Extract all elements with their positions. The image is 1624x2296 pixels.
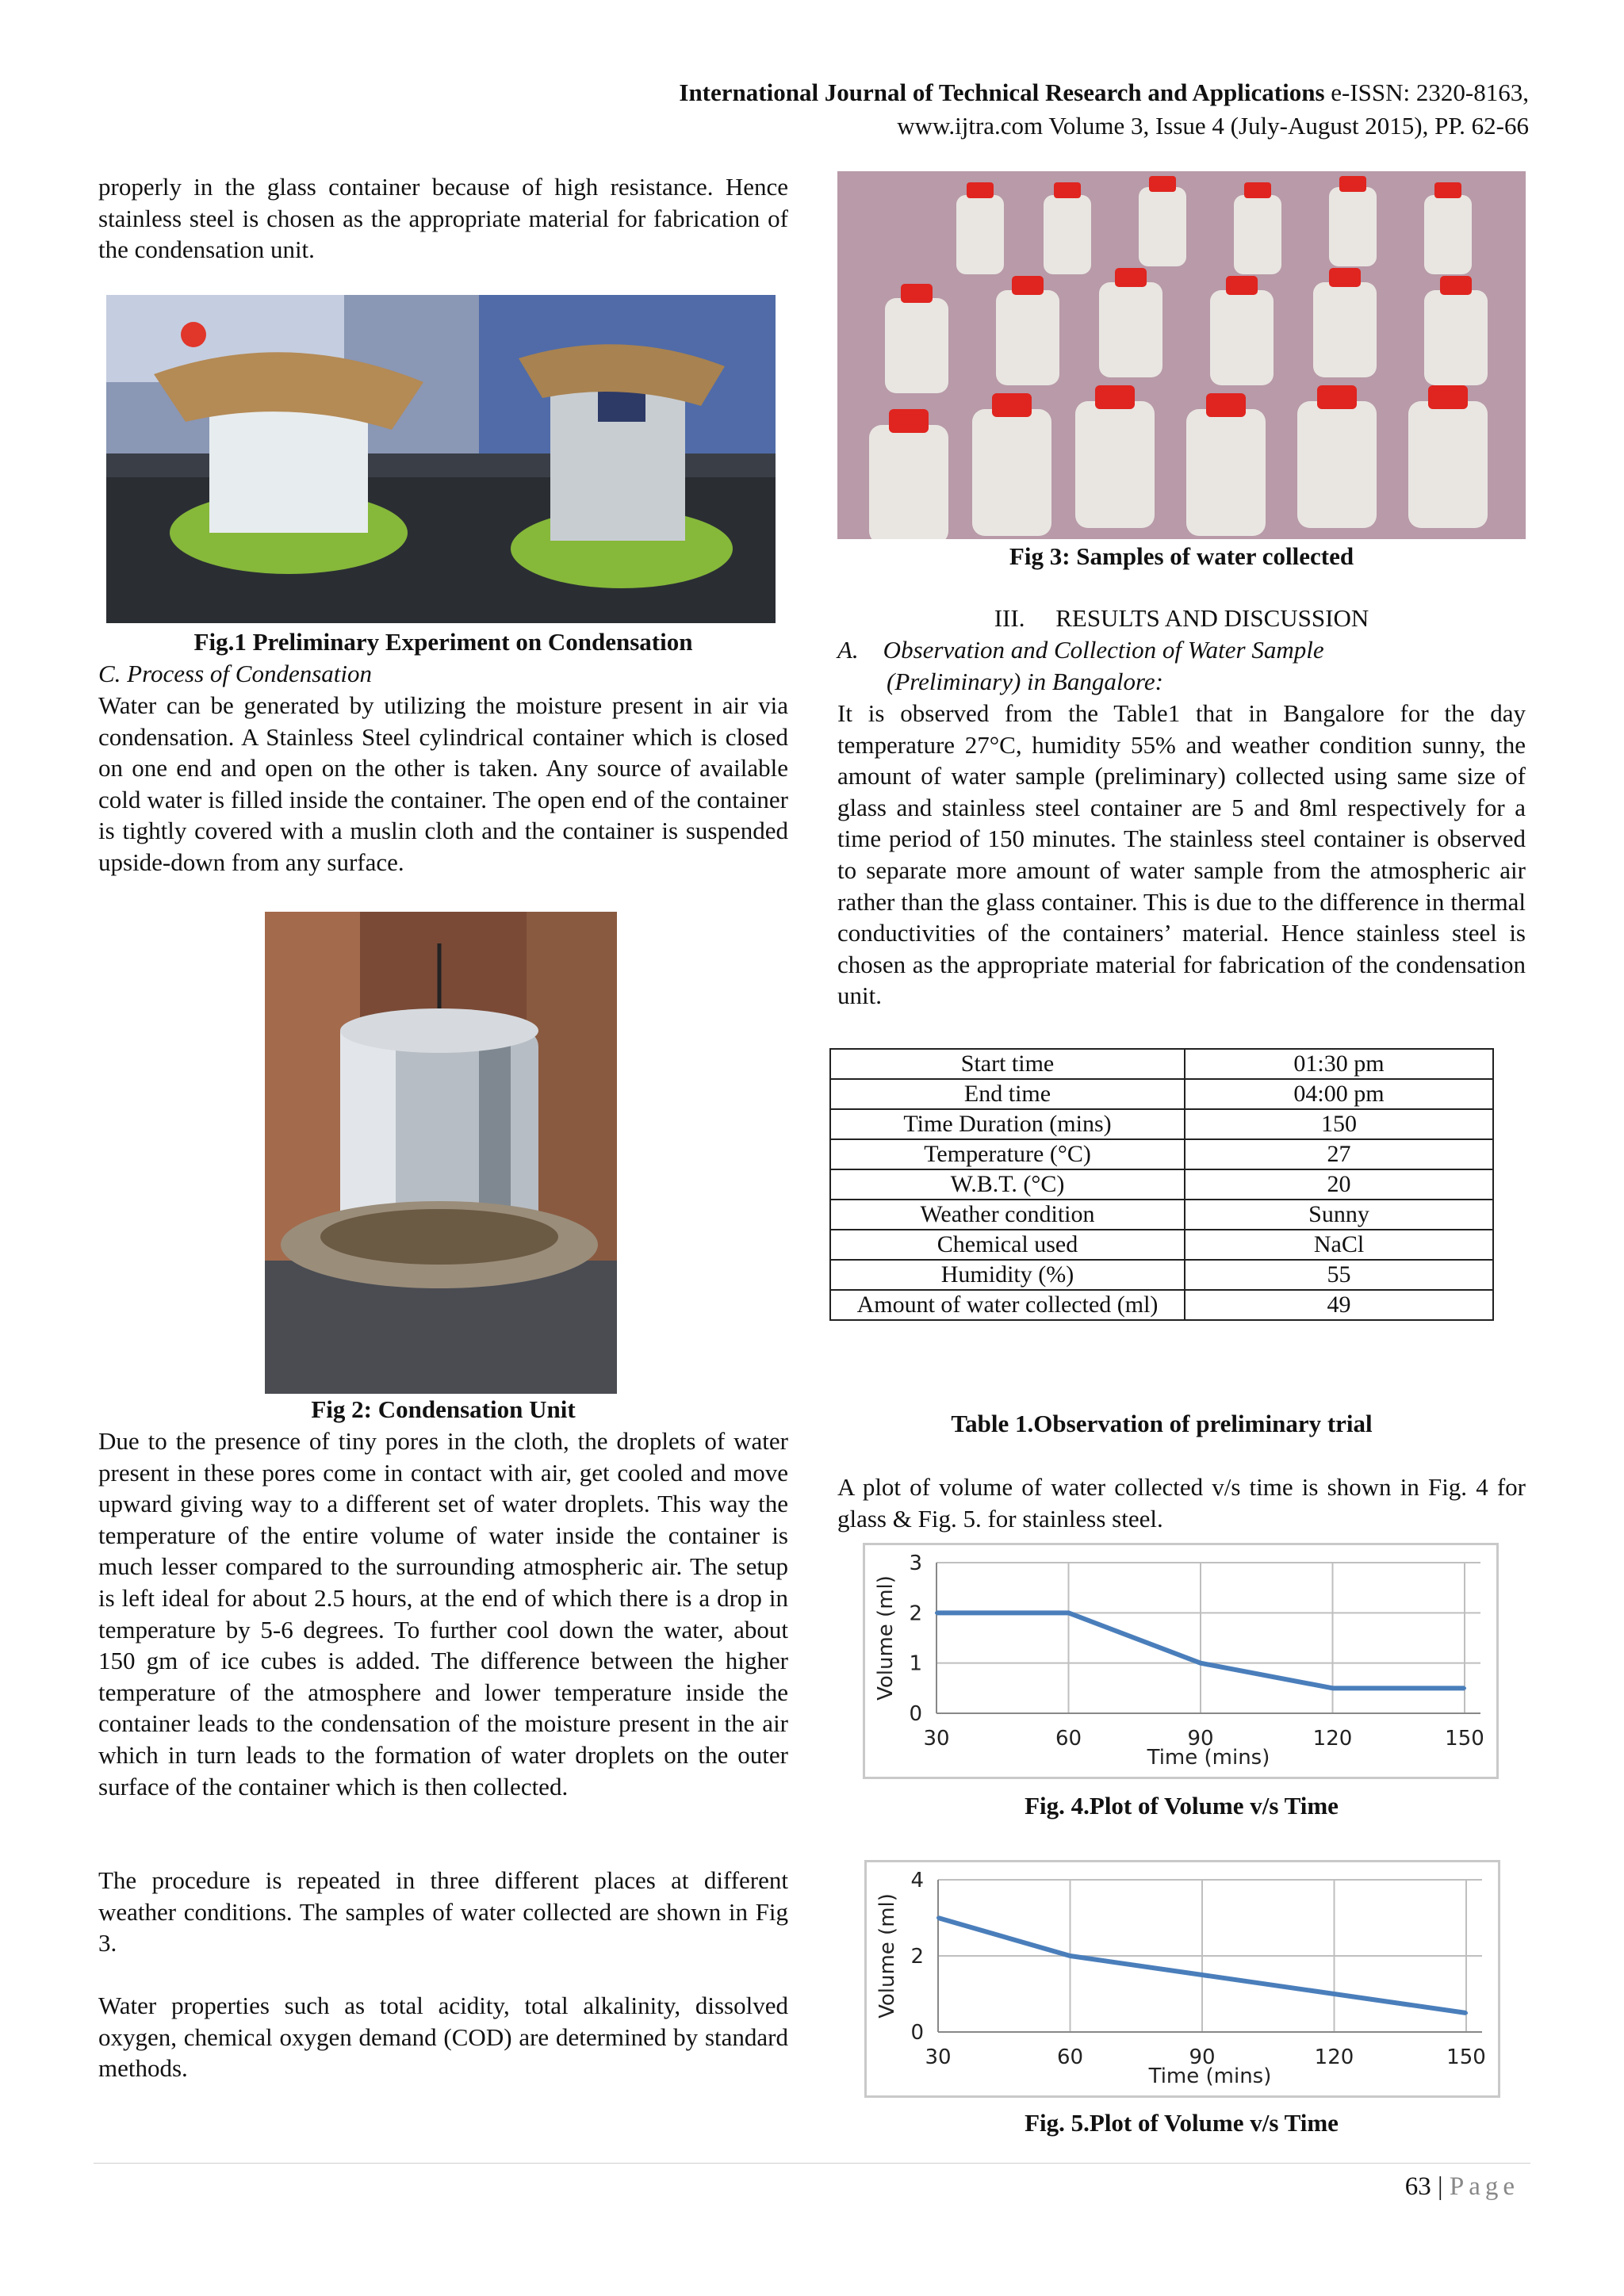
fig4-chart-svg [865, 1545, 1496, 1777]
pores-paragraph: Due to the presence of tiny pores in the cloth, the droplets of water present in these pores come in contact with air, get cooled and move upward giving way to a different set of water droplets. This way the temperature of the entire volume of water inside the container is much lesser compared to the surrounding atmospheric air. The setup is left ideal for about 2.5 hours, at the end of which there is a drop in temperature by 5-6 degrees. To further cool down the water, about 150 gm of ice cubes is added. The difference between the higher temperature of the atmosphere and lower temperature inside the container leads to the condensation of the moisture present in the air which in turn leads to the formation of water droplets on the outer surface of the container which is then collected. [98, 1427, 788, 1800]
x-tick-label: 30 [925, 2045, 952, 2069]
table-cell-value: 150 [1185, 1109, 1493, 1139]
fig4-chart [863, 1543, 1499, 1779]
table-cell-label: Humidity (%) [830, 1260, 1185, 1290]
y-tick-label: 2 [909, 1601, 922, 1626]
y-tick-label: 3 [909, 1552, 922, 1575]
x-tick-label: 120 [1312, 1727, 1353, 1751]
x-tick-label: 60 [1055, 1727, 1082, 1751]
table-cell-label: Amount of water collected (ml) [830, 1290, 1185, 1320]
condensation-experiment-image [106, 295, 776, 623]
fig3-caption: Fig 3: Samples of water collected [1009, 542, 1354, 570]
table-cell-label: Weather condition [830, 1200, 1185, 1230]
x-tick-label: 30 [923, 1727, 950, 1751]
table-row [830, 1290, 1493, 1320]
water-samples-image [837, 171, 1526, 539]
observation-paragraph: It is observed from the Table1 that in Bangalore for the day temperature 27°C, humidity 55% and weather condition sunny, the amount of water sample (preliminary) collected using same size of glass and stainless steel container are 5 and 8ml respectively for a time period of 150 minutes. The stainless steel container is observed to separate more amount of water sample from the atmospheric air rather than the glass container. This is due to the difference in thermal conductivities of the containers’ material. Hence stainless steel is chosen as the appropriate material for fabrication of the condensation unit. [837, 699, 1526, 1010]
plot-paragraph: A plot of volume of water collected v/s time is shown in Fig. 4 for glass & Fig. 5. for stainless steel. [837, 1473, 1526, 1533]
x-tick-label: 90 [1189, 2045, 1216, 2069]
properties-paragraph: Water properties such as total acidity, total alkalinity, dissolved oxygen, chemical oxygen demand (COD) are determined by standard methods. [98, 1992, 788, 2083]
table-row [830, 1109, 1493, 1139]
fig5-chart-svg [867, 1862, 1498, 2095]
y-tick-label: 1 [909, 1651, 922, 1676]
y-tick-label: 0 [909, 1702, 922, 1726]
condensation-unit-image [265, 912, 617, 1394]
y-tick-label: 0 [910, 2021, 924, 2045]
process-paragraph: Water can be generated by utilizing the moisture present in air via condensation. A Stainless Steel cylindrical container which is closed on one end and open on the other is taken. Any source of available cold water is filled inside the container. The open end of the container is tightly covered with a muslin cloth and the container is suspended upside-down from any surface. [98, 691, 788, 876]
table-cell-value: 20 [1185, 1169, 1493, 1200]
fig1-photo [106, 295, 776, 623]
table-cell-label: End time [830, 1079, 1185, 1109]
intro-paragraph: properly in the glass container because of high resistance. Hence stainless steel is chosen as the appropriate material for fabrication of the condensation unit. [98, 173, 788, 264]
page-label: Page [1449, 2172, 1519, 2201]
fig1-caption: Fig.1 Preliminary Experiment on Condensation [193, 628, 693, 656]
fig2-photo [265, 912, 617, 1394]
table-row [830, 1079, 1493, 1109]
x-tick-label: 90 [1187, 1727, 1214, 1751]
table-cell-value: 04:00 pm [1185, 1079, 1493, 1109]
journal-name: International Journal of Technical Research and Applications [679, 78, 1325, 106]
data-point [935, 1611, 938, 1614]
table-cell-value: 27 [1185, 1139, 1493, 1169]
data-point [1201, 1973, 1204, 1976]
table-row [830, 1139, 1493, 1169]
fig2-caption: Fig 2: Condensation Unit [311, 1395, 576, 1423]
page-sep: | [1431, 2172, 1450, 2201]
data-point [1069, 1954, 1072, 1957]
subsection-a-line1: A. Observation and Collection of Water Sample [837, 636, 1324, 664]
data-point [1067, 1611, 1071, 1614]
x-tick-label: 60 [1056, 2045, 1084, 2069]
data-point [1199, 1662, 1202, 1665]
observation-table [829, 1048, 1494, 1321]
data-point [936, 1916, 940, 1919]
header-line-1 [679, 76, 1529, 109]
fig4-caption: Fig. 4.Plot of Volume v/s Time [1025, 1792, 1339, 1820]
table-cell-label: Start time [830, 1049, 1185, 1079]
data-point [1333, 1992, 1336, 1996]
table-cell-value: NaCl [1185, 1230, 1493, 1260]
subsection-c-heading: C. Process of Condensation [98, 660, 373, 687]
data-point [1463, 1686, 1466, 1689]
subsection-a-line2: (Preliminary) in Bangalore: [887, 668, 1163, 695]
table-cell-label: Temperature (°C) [830, 1139, 1185, 1169]
table-row [830, 1169, 1493, 1200]
page-footer [1405, 2172, 1519, 2202]
section-heading: III. RESULTS AND DISCUSSION [994, 604, 1369, 632]
table-row [830, 1200, 1493, 1230]
data-point [1331, 1686, 1335, 1689]
x-tick-label: 120 [1314, 2045, 1354, 2069]
table-cell-value: 55 [1185, 1260, 1493, 1290]
header-line-2: www.ijtra.com Volume 3, Issue 4 (July-August 2015), PP. 62-66 [897, 112, 1529, 140]
procedure-paragraph: The procedure is repeated in three different places at different weather conditions. The samples of water collected are shown in Fig 3. [98, 1866, 788, 1957]
fig5-chart [864, 1860, 1500, 2098]
table-cell-value: 49 [1185, 1290, 1493, 1320]
table-cell-label: Time Duration (mins) [830, 1109, 1185, 1139]
table1-caption: Table 1.Observation of preliminary trial [951, 1410, 1373, 1437]
table-row [830, 1230, 1493, 1260]
table-cell-label: W.B.T. (°C) [830, 1169, 1185, 1200]
issn: e-ISSN: 2320-8163, [1324, 78, 1529, 106]
x-axis-label: Time (mins) [1148, 2064, 1272, 2088]
y-tick-label: 2 [910, 1945, 924, 1969]
y-tick-label: 4 [910, 1869, 924, 1892]
data-point [1465, 2011, 1468, 2015]
table-row [830, 1049, 1493, 1079]
journal-header [679, 76, 1529, 143]
footer-rule [94, 2163, 1530, 2164]
fig5-caption: Fig. 5.Plot of Volume v/s Time [1025, 2109, 1339, 2137]
y-axis-label: Volume (ml) [874, 1575, 898, 1701]
table-row [830, 1260, 1493, 1290]
page-number: 63 [1404, 2172, 1431, 2201]
x-tick-label: 150 [1445, 1727, 1484, 1751]
table-cell-value: 01:30 pm [1185, 1049, 1493, 1079]
fig3-photo [837, 171, 1526, 539]
y-axis-label: Volume (ml) [875, 1893, 899, 2019]
table-cell-label: Chemical used [830, 1230, 1185, 1260]
table-cell-value: Sunny [1185, 1200, 1493, 1230]
x-axis-label: Time (mins) [1147, 1746, 1270, 1770]
x-tick-label: 150 [1446, 2045, 1486, 2069]
